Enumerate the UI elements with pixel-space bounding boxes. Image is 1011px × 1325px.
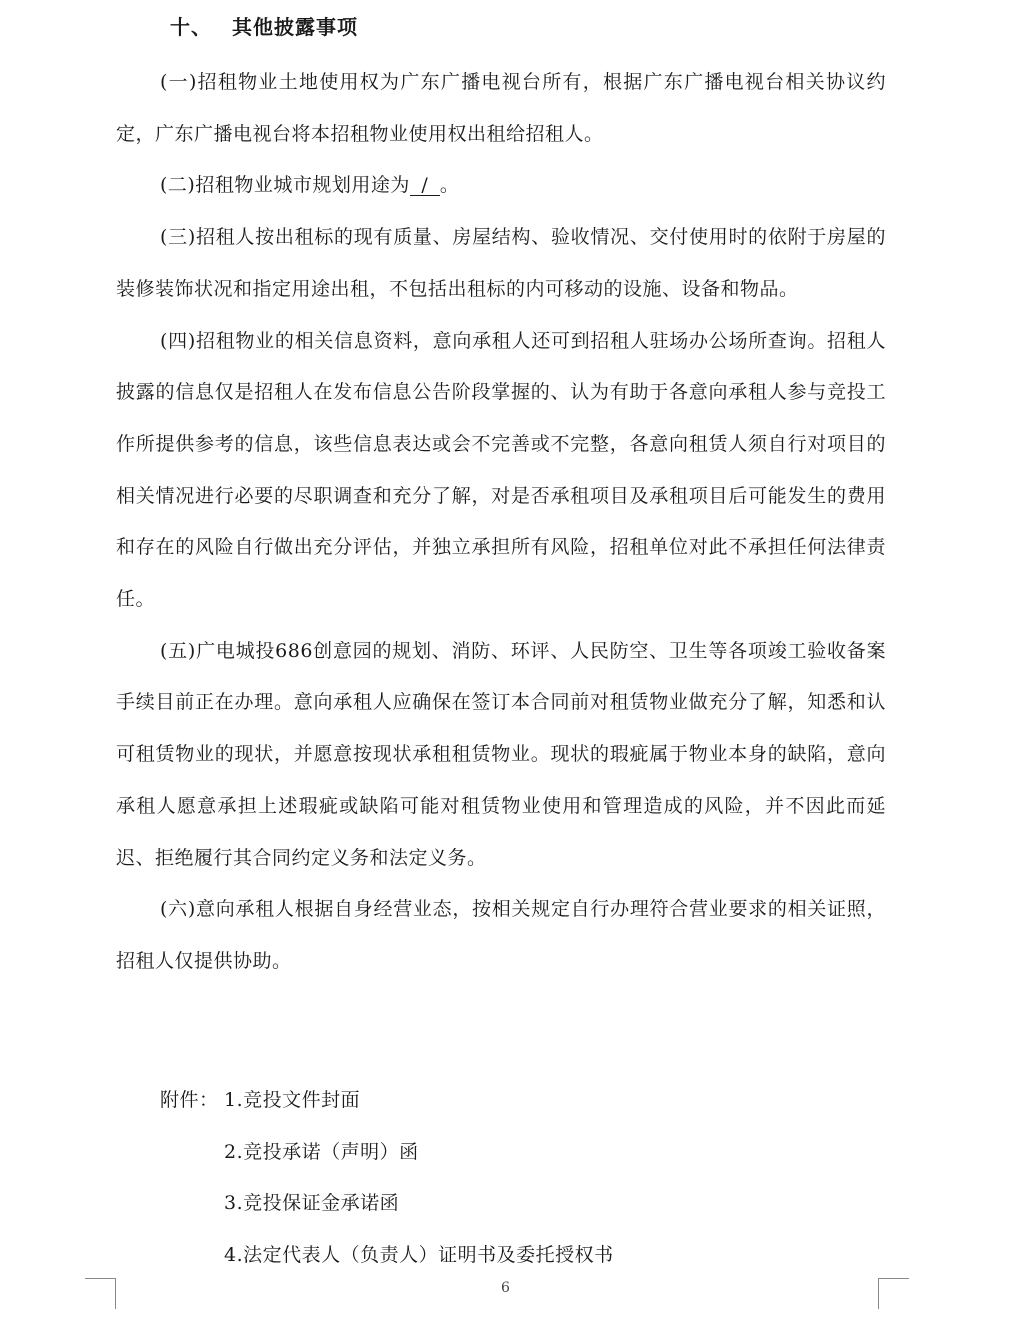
paragraph-3: (三)招租人按出租标的现有质量、房屋结构、验收情况、交付使用时的依附于房屋的装修装饰状况和指定用途出租，不包括出租标的内可移动的设施、设备和物品。 bbox=[116, 226, 886, 300]
body-text bbox=[116, 57, 886, 988]
attachments-prefix: 附件： bbox=[160, 1089, 219, 1111]
attachment-label: 1.竞投文件封面 bbox=[224, 1089, 361, 1111]
attachment-item bbox=[160, 1075, 614, 1127]
attachment-item bbox=[160, 1230, 614, 1282]
fill-in-blank: / bbox=[410, 175, 440, 196]
section-heading bbox=[170, 12, 358, 42]
paragraph-6: (六)意向承租人根据自身经营业态，按相关规定自行办理符合营业要求的相关证照，招租人仅提供协助。 bbox=[116, 898, 886, 972]
attachment-label: 4.法定代表人（负责人）证明书及委托授权书 bbox=[224, 1243, 614, 1266]
attachments-list bbox=[160, 1075, 614, 1281]
paragraph-2 bbox=[116, 160, 886, 212]
attachment-label: 2.竞投承诺（声明）函 bbox=[224, 1140, 419, 1163]
attachment-item bbox=[160, 1127, 614, 1179]
attachment-item bbox=[160, 1178, 614, 1230]
paragraph-5: (五)广电城投686创意园的规划、消防、环评、人民防空、卫生等各项竣工验收备案手续目前正在办理。意向承租人应确保在签订本合同前对租赁物业做充分了解，知悉和认可租赁物业的现状，并愿意按现状承租租赁物业。现状的瑕疵属于物业本身的缺陷，意向承租人愿意承担上述瑕疵或缺陷可能对租赁物业使用和管理造成的风险，并不因此而延迟、拒绝履行其合同约定义务和法定义务。 bbox=[116, 639, 886, 869]
paragraph-1: (一)招租物业土地使用权为广东广播电视台所有，根据广东广播电视台相关协议约定，广东广播电视台将本招租物业使用权出租给招租人。 bbox=[116, 71, 886, 145]
paragraph-4: (四)招租物业的相关信息资料，意向承租人还可到招租人驻场办公场所查询。招租人披露的信息仅是招租人在发布信息公告阶段掌握的、认为有助于各意向承租人参与竞投工作所提供参考的信息，该些信息表达或会不完善或不完整，各意向租赁人须自行对项目的相关情况进行必要的尽职调查和充分了解，对是否承租项目及承租项目后可能发生的费用和存在的风险自行做出充分评估，并独立承担所有风险，招租单位对此不承担任何法律责任。 bbox=[116, 329, 886, 611]
paragraph-2-end: 。 bbox=[439, 174, 460, 197]
paragraph-2-text: (二)招租物业城市规划用途为 bbox=[160, 174, 410, 197]
section-number: 十、 bbox=[170, 15, 212, 39]
section-title: 其他披露事项 bbox=[232, 15, 358, 39]
page-number: 6 bbox=[501, 1280, 510, 1296]
attachment-label: 3.竞投保证金承诺函 bbox=[224, 1192, 400, 1214]
